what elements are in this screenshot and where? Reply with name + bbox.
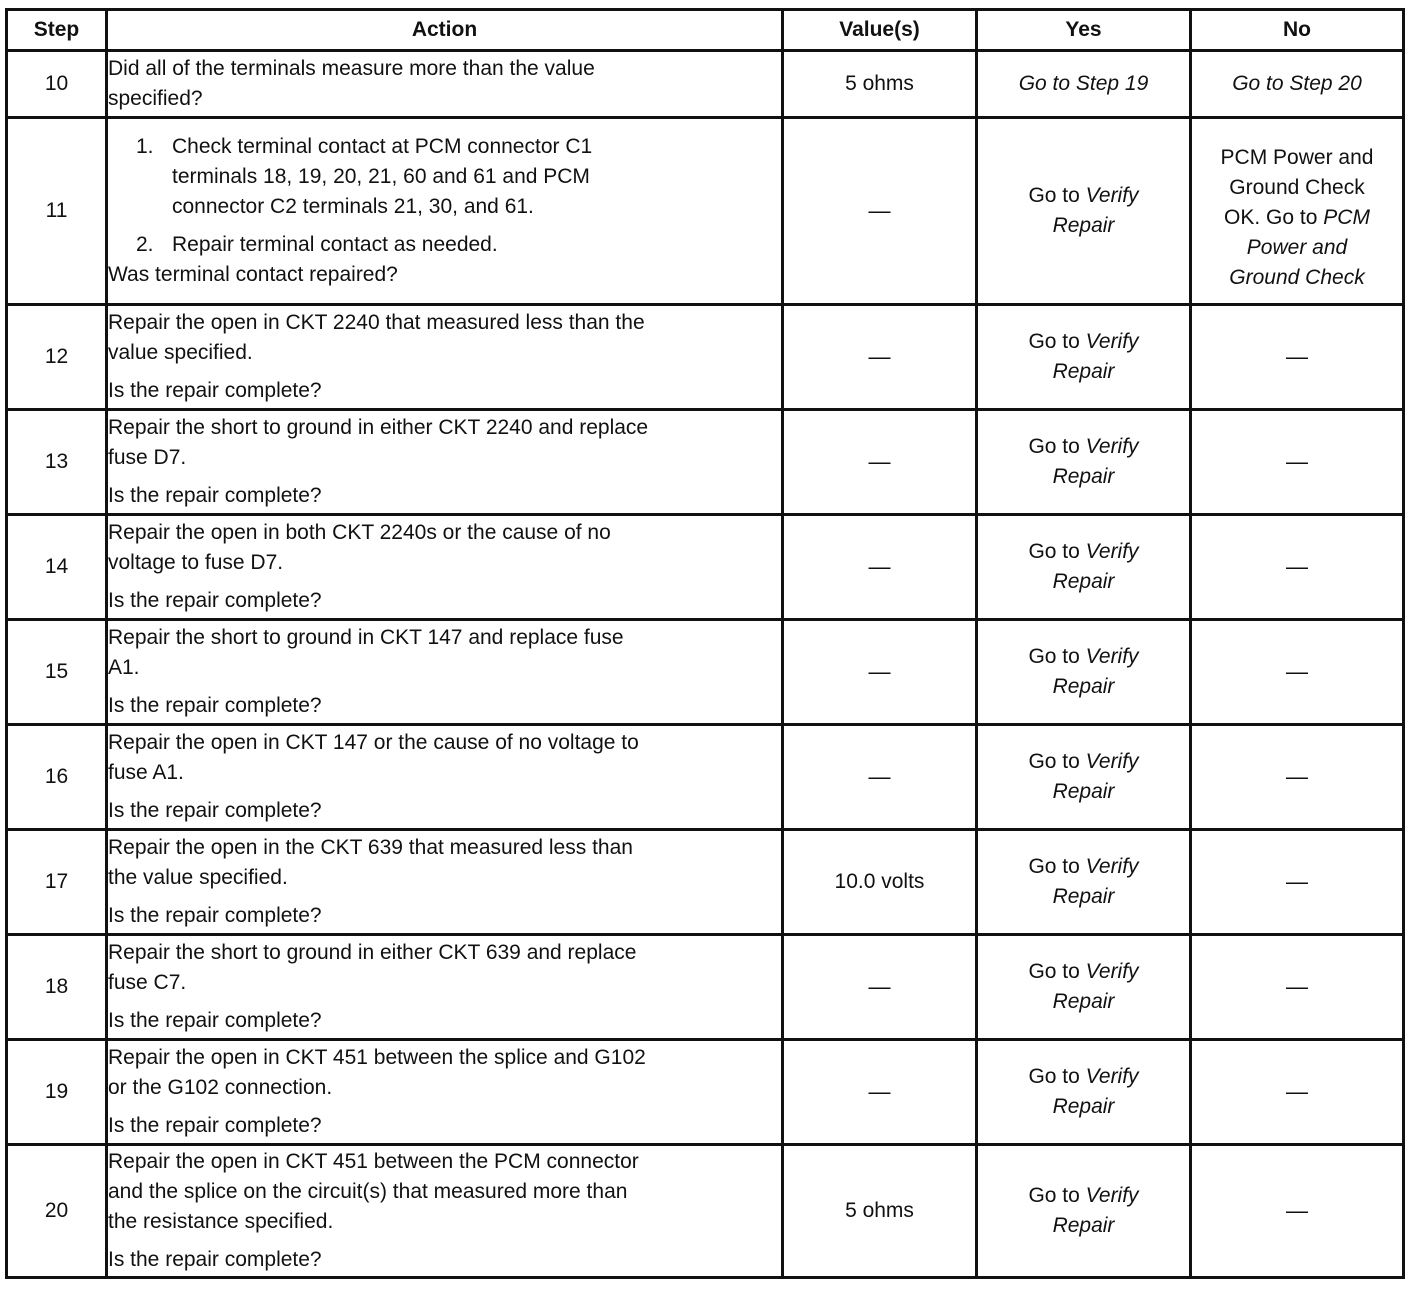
action-cell (107, 935, 783, 1040)
step-number: 17 (7, 830, 107, 935)
value-cell: — (783, 620, 977, 725)
no-line: Ground Check (1229, 176, 1365, 199)
action-cell (107, 118, 783, 305)
question-text: Is the repair complete? (108, 589, 322, 612)
table-row-step-13 (7, 410, 1404, 515)
yes-link[interactable]: Verify (1085, 960, 1139, 983)
action-cell (107, 51, 783, 118)
yes-line (978, 327, 1189, 357)
table-row-step-14 (7, 515, 1404, 620)
question-text: Is the repair complete? (108, 799, 322, 822)
question-text: Is the repair complete? (108, 694, 322, 717)
no-cell: — (1191, 1040, 1404, 1145)
value-cell: — (783, 118, 977, 305)
question-text: Is the repair complete? (108, 484, 322, 507)
action-line: A1. (108, 656, 140, 679)
yes-goto: Go to (1028, 1184, 1080, 1207)
yes-goto: Go to (1028, 184, 1080, 207)
yes-line (978, 537, 1189, 567)
step-number: 16 (7, 725, 107, 830)
yes-cell (977, 725, 1191, 830)
no-cell: — (1191, 410, 1404, 515)
question-text: Is the repair complete? (108, 1114, 322, 1137)
no-line: PCM Power and (1220, 146, 1374, 169)
action-line: Repair the open in CKT 2240 that measured less than the (108, 311, 645, 334)
yes-goto: Go to (1028, 960, 1080, 983)
no-cell: — (1191, 515, 1404, 620)
yes-link[interactable]: Repair (1052, 1214, 1115, 1237)
step-number: 15 (7, 620, 107, 725)
no-cell: — (1191, 830, 1404, 935)
action-cell (107, 305, 783, 410)
action-line: fuse A1. (108, 761, 184, 784)
no-cell: — (1191, 725, 1404, 830)
header-yes: Yes (977, 10, 1191, 51)
step-number: 10 (7, 51, 107, 118)
yes-link[interactable]: Verify (1085, 1184, 1139, 1207)
action-line: Repair the open in both CKT 2240s or the cause of no (108, 521, 611, 544)
yes-cell (977, 935, 1191, 1040)
yes-link[interactable]: Repair (1052, 990, 1115, 1013)
step-number: 18 (7, 935, 107, 1040)
value-cell: — (783, 305, 977, 410)
value-cell: — (783, 935, 977, 1040)
yes-goto: Go to (1028, 435, 1080, 458)
table-row-step-17 (7, 830, 1404, 935)
yes-cell (977, 118, 1191, 305)
yes-cell (977, 305, 1191, 410)
action-line: Repair the open in CKT 451 between the splice and G102 (108, 1046, 646, 1069)
question-text: Is the repair complete? (108, 904, 322, 927)
numbered-item (108, 132, 781, 222)
action-cell (107, 725, 783, 830)
yes-line (978, 1062, 1189, 1092)
yes-line (978, 1181, 1189, 1211)
action-line: Did all of the terminals measure more than the value (108, 57, 595, 80)
question-text: Is the repair complete? (108, 1248, 322, 1271)
yes-link[interactable]: Verify (1085, 645, 1139, 668)
yes-goto: Go to (1028, 330, 1080, 353)
action-line: the value specified. (108, 866, 288, 889)
action-line: Repair the short to ground in either CKT 2240 and replace (108, 416, 649, 439)
yes-line (978, 432, 1189, 462)
action-cell (107, 1145, 783, 1278)
table-row-step-19 (7, 1040, 1404, 1145)
header-row (7, 10, 1404, 51)
value-cell: 10.0 volts (783, 830, 977, 935)
action-line: specified? (108, 87, 203, 110)
step-number: 19 (7, 1040, 107, 1145)
yes-cell: Go to Step 19 (977, 51, 1191, 118)
step-number: 14 (7, 515, 107, 620)
yes-goto: Go to (1028, 1065, 1080, 1088)
value-cell: — (783, 1040, 977, 1145)
yes-link[interactable]: Verify (1085, 184, 1139, 207)
yes-link[interactable]: Verify (1085, 435, 1139, 458)
yes-link[interactable]: Verify (1085, 1065, 1139, 1088)
yes-link[interactable]: Repair (1052, 570, 1115, 593)
yes-link[interactable]: Repair (1052, 1095, 1115, 1118)
header-no: No (1191, 10, 1404, 51)
yes-link[interactable]: Verify (1085, 330, 1139, 353)
no-cell: — (1191, 1145, 1404, 1278)
no-link[interactable]: PCM (1323, 206, 1370, 229)
action-cell (107, 830, 783, 935)
header-action: Action (107, 10, 783, 51)
yes-line (978, 642, 1189, 672)
yes-cell (977, 515, 1191, 620)
action-cell (107, 410, 783, 515)
yes-link[interactable]: Repair (1052, 214, 1115, 237)
yes-link[interactable]: Verify (1085, 750, 1139, 773)
action-cell (107, 1040, 783, 1145)
step-number: 12 (7, 305, 107, 410)
table-row-step-16 (7, 725, 1404, 830)
item-text: terminals 18, 19, 20, 21, 60 and 61 and PCM (172, 165, 590, 188)
yes-link[interactable]: Repair (1052, 360, 1115, 383)
table-row-step-15 (7, 620, 1404, 725)
yes-line (978, 957, 1189, 987)
step-number: 11 (7, 118, 107, 305)
yes-link[interactable]: Verify (1085, 540, 1139, 563)
no-link[interactable]: Power and (1246, 236, 1348, 259)
yes-goto: Go to (1028, 855, 1080, 878)
action-cell (107, 515, 783, 620)
value-cell: 5 ohms (783, 51, 977, 118)
no-cell: Go to Step 20 (1191, 51, 1404, 118)
action-line: Repair the short to ground in CKT 147 and replace fuse (108, 626, 624, 649)
action-line: Repair the open in the CKT 639 that measured less than (108, 836, 633, 859)
no-link[interactable]: Ground Check (1229, 266, 1365, 289)
diagnostic-table (5, 8, 1405, 1279)
value-cell: — (783, 725, 977, 830)
yes-link[interactable]: Repair (1052, 780, 1115, 803)
yes-line (978, 852, 1189, 882)
step-number: 20 (7, 1145, 107, 1278)
yes-line (978, 181, 1189, 211)
item-text: Check terminal contact at PCM connector C1 (172, 135, 593, 158)
step-number: 13 (7, 410, 107, 515)
header-step: Step (7, 10, 107, 51)
action-line: fuse D7. (108, 446, 187, 469)
table-row-step-12 (7, 305, 1404, 410)
yes-link[interactable]: Repair (1052, 675, 1115, 698)
value-cell: 5 ohms (783, 1145, 977, 1278)
no-line (1192, 203, 1402, 233)
yes-link[interactable]: Repair (1052, 885, 1115, 908)
table-row-step-20 (7, 1145, 1404, 1278)
question-text: Was terminal contact repaired? (108, 263, 398, 286)
yes-cell (977, 830, 1191, 935)
item-number: 2. (136, 233, 154, 256)
table-row-step-18 (7, 935, 1404, 1040)
action-line: the resistance specified. (108, 1210, 334, 1233)
item-text: connector C2 terminals 21, 30, and 61. (172, 195, 534, 218)
header-values: Value(s) (783, 10, 977, 51)
action-line: value specified. (108, 341, 253, 364)
yes-goto: Go to (1028, 645, 1080, 668)
action-line: fuse C7. (108, 971, 187, 994)
item-number: 1. (136, 135, 154, 158)
no-cell (1191, 118, 1404, 305)
action-line: Repair the open in CKT 147 or the cause of no voltage to (108, 731, 639, 754)
numbered-item (108, 230, 781, 260)
yes-link[interactable]: Repair (1052, 465, 1115, 488)
yes-cell (977, 1145, 1191, 1278)
yes-link[interactable]: Verify (1085, 855, 1139, 878)
yes-goto: Go to (1028, 750, 1080, 773)
question-text: Is the repair complete? (108, 1009, 322, 1032)
yes-cell (977, 1040, 1191, 1145)
value-cell: — (783, 515, 977, 620)
yes-cell (977, 620, 1191, 725)
action-line: voltage to fuse D7. (108, 551, 284, 574)
value-cell: — (783, 410, 977, 515)
action-line: Repair the open in CKT 451 between the PCM connector (108, 1150, 639, 1173)
item-text: Repair terminal contact as needed. (172, 233, 498, 256)
yes-cell (977, 410, 1191, 515)
yes-line (978, 747, 1189, 777)
table-row-step-10 (7, 51, 1404, 118)
no-cell: — (1191, 305, 1404, 410)
yes-goto: Go to (1028, 540, 1080, 563)
no-cell: — (1191, 620, 1404, 725)
no-text: OK. Go to (1224, 206, 1318, 229)
action-line: Repair the short to ground in either CKT 639 and replace (108, 941, 637, 964)
table-row-step-11 (7, 118, 1404, 305)
action-line: and the splice on the circuit(s) that measured more than (108, 1180, 628, 1203)
action-line: or the G102 connection. (108, 1076, 333, 1099)
action-cell (107, 620, 783, 725)
question-text: Is the repair complete? (108, 379, 322, 402)
no-cell: — (1191, 935, 1404, 1040)
